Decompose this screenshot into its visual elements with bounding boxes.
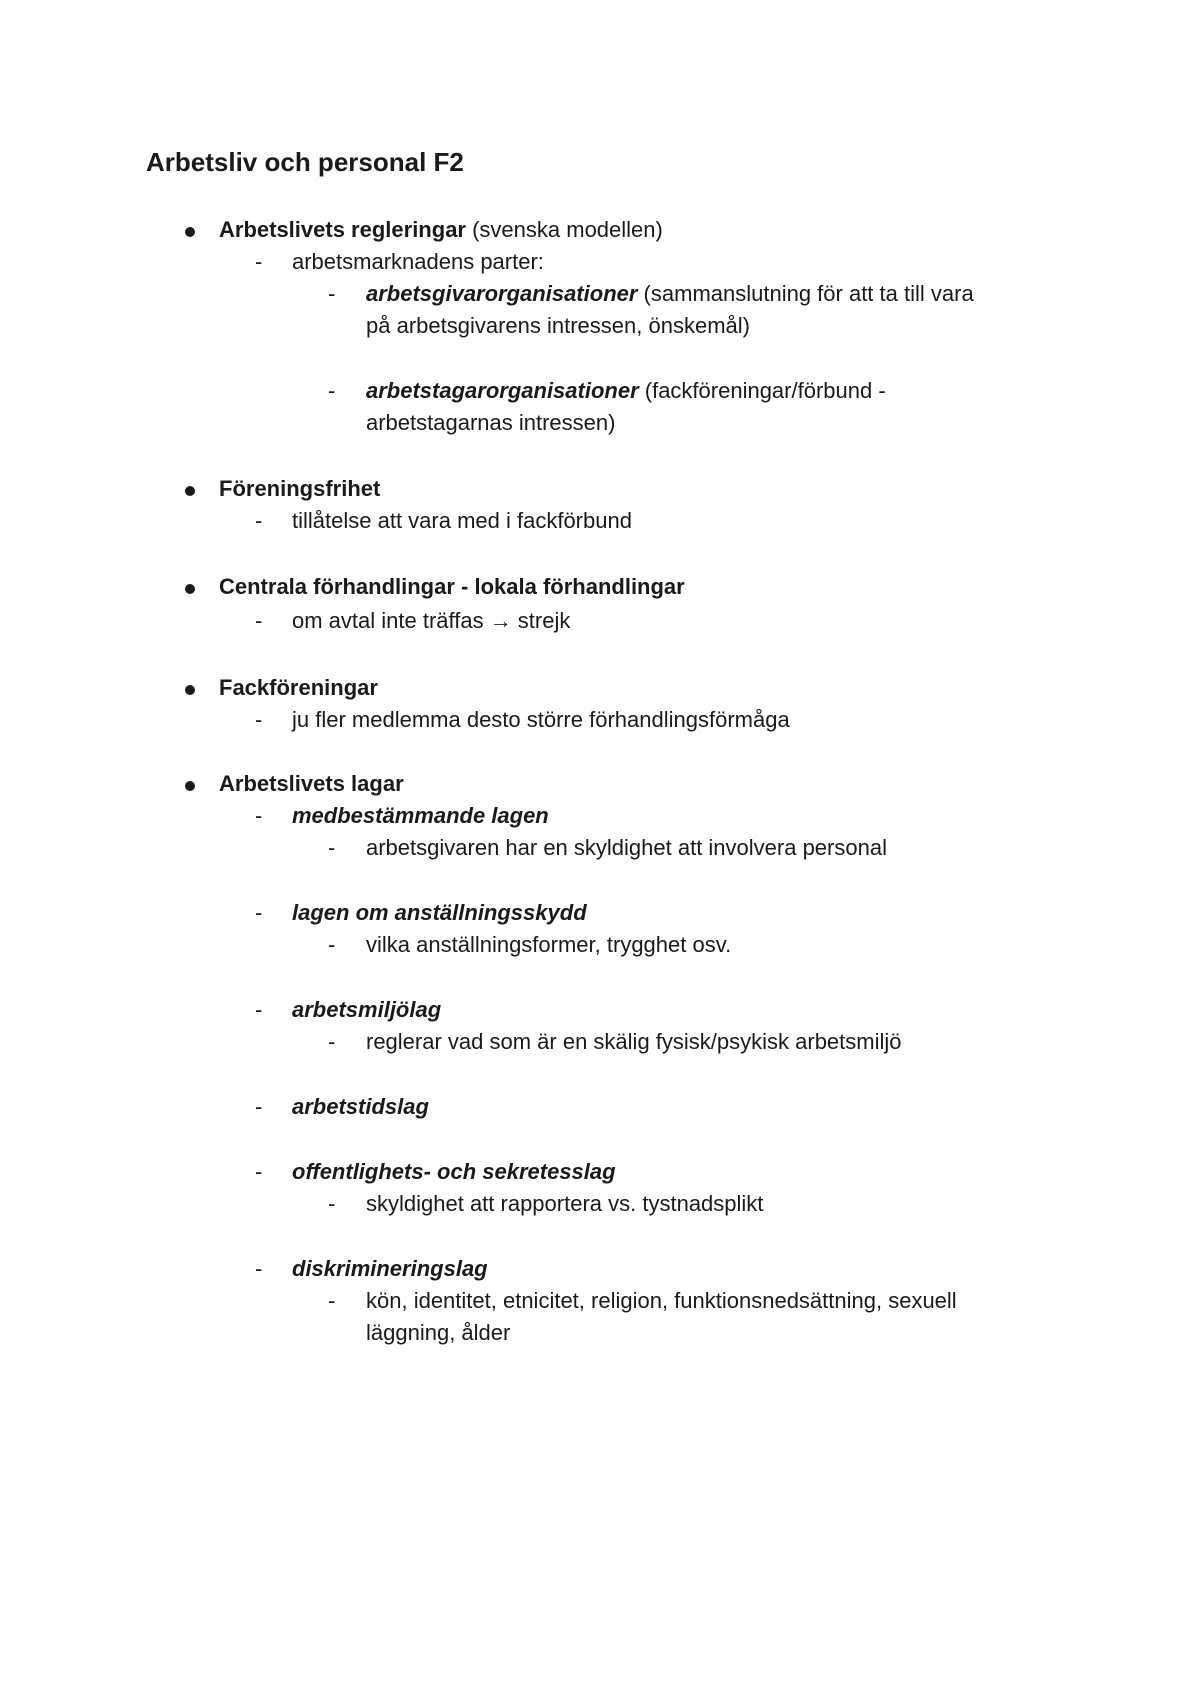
law-name: arbetsmiljölag <box>292 997 442 1022</box>
dash-icon: - <box>255 900 263 925</box>
dash-icon: - <box>328 281 336 306</box>
law-name: medbestämmande lagen <box>292 803 549 828</box>
dash-icon: - <box>255 249 263 274</box>
law-name: offentlighets- och sekretesslag <box>292 1159 616 1184</box>
law-name: arbetstidslag <box>292 1094 429 1119</box>
law-detail: reglerar vad som är en skälig fysisk/psykisk arbetsmiljö <box>366 1029 902 1054</box>
list-subitem: arbetstagarorganisationer (fackföreningar/förbund - <box>366 378 886 403</box>
list-item: ju fler medlemma desto större förhandlingsförmåga <box>292 707 790 732</box>
law-detail: vilka anställningsformer, trygghet osv. <box>366 932 732 957</box>
dash-icon: - <box>255 508 263 533</box>
bullet-icon <box>185 227 195 237</box>
dash-icon: - <box>255 1159 263 1184</box>
dash-icon: - <box>328 1191 336 1216</box>
law-detail-continuation: läggning, ålder <box>366 1320 511 1345</box>
law-detail: arbetsgivaren har en skyldighet att involvera personal <box>366 835 887 860</box>
dash-icon: - <box>328 1288 336 1313</box>
list-item: tillåtelse att vara med i fackförbund <box>292 508 632 533</box>
bullet-icon <box>185 486 195 496</box>
bullet-icon <box>185 781 195 791</box>
section-heading: Fackföreningar <box>219 675 378 700</box>
dash-icon: - <box>255 803 263 828</box>
dash-icon: - <box>255 997 263 1022</box>
dash-icon: - <box>255 608 263 633</box>
dash-icon: - <box>328 1029 336 1054</box>
bullet-icon <box>185 685 195 695</box>
dash-icon: - <box>255 1256 263 1281</box>
dash-icon: - <box>255 707 263 732</box>
list-subitem-continuation: arbetstagarnas intressen) <box>366 410 616 435</box>
section-heading: Arbetslivets lagar <box>219 771 404 796</box>
list-item: arbetsmarknadens parter: <box>292 249 544 274</box>
list-item: om avtal inte träffas → strejk <box>292 608 571 633</box>
list-subitem-continuation: på arbetsgivarens intressen, önskemål) <box>366 313 750 338</box>
dash-icon: - <box>328 932 336 957</box>
law-name: diskrimineringslag <box>292 1256 488 1281</box>
list-subitem: arbetsgivarorganisationer (sammanslutning för att ta till vara <box>366 281 974 306</box>
dash-icon: - <box>328 835 336 860</box>
dash-icon: - <box>328 378 336 403</box>
document-title: Arbetsliv och personal F2 <box>146 147 464 177</box>
section-heading: Arbetslivets regleringar (svenska modellen) <box>219 217 663 242</box>
section-heading: Centrala förhandlingar - lokala förhandlingar <box>219 574 685 599</box>
bullet-icon <box>185 584 195 594</box>
dash-icon: - <box>255 1094 263 1119</box>
law-detail: skyldighet att rapportera vs. tystnadsplikt <box>366 1191 764 1216</box>
section-heading: Föreningsfrihet <box>219 476 381 501</box>
law-detail: kön, identitet, etnicitet, religion, funktionsnedsättning, sexuell <box>366 1288 957 1313</box>
law-name: lagen om anställningsskydd <box>292 900 587 925</box>
